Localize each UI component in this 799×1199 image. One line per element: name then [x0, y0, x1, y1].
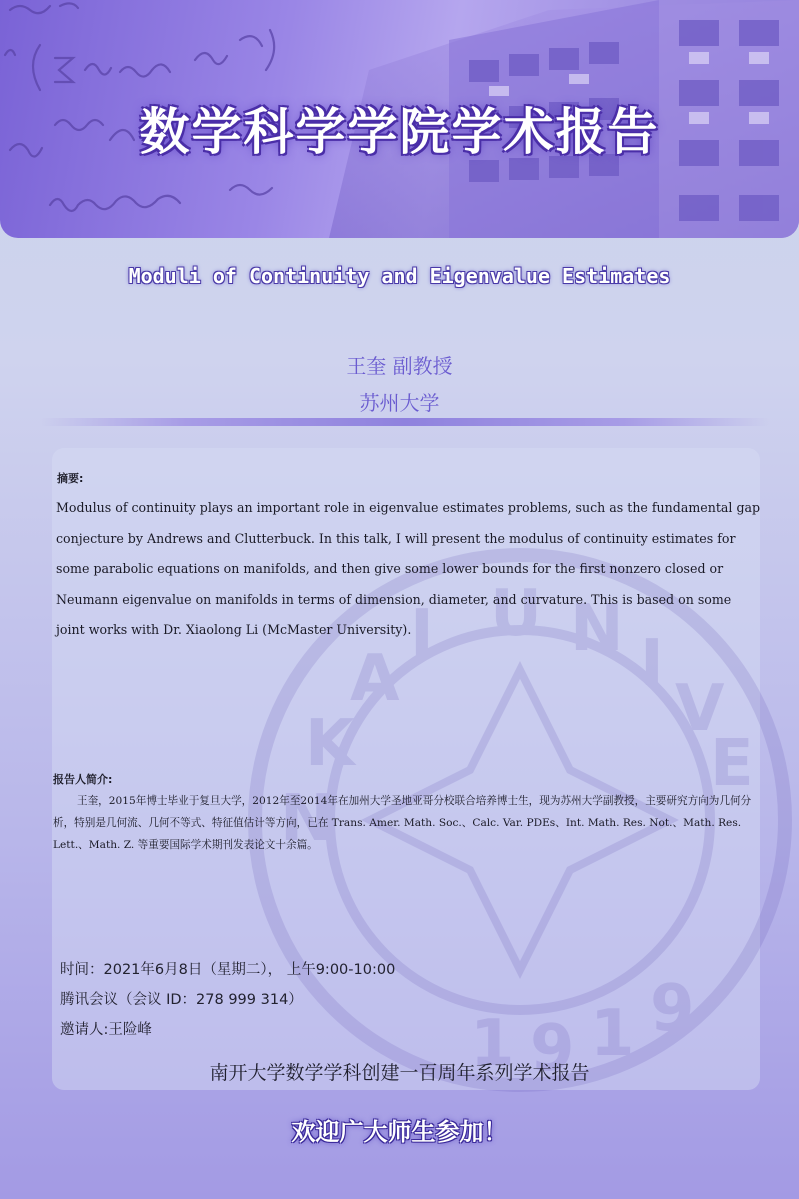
section-divider [40, 418, 770, 426]
svg-text:1: 1 [590, 997, 635, 1071]
speaker-name: 王奎 副教授 [346, 354, 453, 378]
speaker-affiliation: 苏州大学 [359, 391, 440, 415]
svg-text:9: 9 [530, 1012, 575, 1086]
inviter: 邀请人:王险峰 [60, 1022, 152, 1038]
abstract-text: Modulus of continuity plays an important role in eigenvalue estimates problems, such as the fundamental gap conjecture by Andrews and Clutterbuck. In this talk, I will present the modulus of continuity estimates for some parabolic equations on manifolds, and then give some lower bounds for the first nonzero closed or Neumann eigenvalue on manifolds in terms of dimension, diameter, and curvature. This is based on some joint works with Dr. Xiaolong Li (McMaster University). [56, 500, 761, 637]
welcome-banner: 欢迎广大师生参加！ [291, 1118, 508, 1146]
svg-text:N: N [570, 592, 624, 666]
page-title: 数学科学学院学术报告 [139, 103, 660, 161]
svg-text:U: U [490, 577, 542, 651]
svg-text:K: K [305, 707, 355, 781]
svg-text:E: E [710, 727, 754, 801]
svg-text:N: N [280, 782, 334, 856]
series-title: 南开大学数学学科创建一百周年系列学术报告 [209, 1062, 590, 1084]
bio-text: 王奎，2015年博士毕业于复旦大学，2012年至2014年在加州大学圣地亚哥分校联合培养博士生，现为苏州大学副教授，主要研究方向为几何分析，特别是几何流、几何不等式、特征值估计等方向，已在 Trans. Amer. Math. Soc.、Calc. Var. PDEs、Int. Math. Res. Not.、Math. Res. Lett.、Math. Z. 等重要国际学术期刊发表论文十余篇。 [53, 795, 752, 851]
abstract-label: 摘要: [57, 472, 84, 485]
meeting-info: 腾讯会议（会议 ID：278 999 314） [60, 992, 303, 1008]
svg-text:A: A [350, 642, 400, 716]
svg-text:I: I [640, 627, 664, 701]
bio-label: 报告人简介: [53, 773, 113, 786]
header-banner [0, 0, 799, 238]
svg-text:1: 1 [470, 1007, 515, 1081]
svg-text:I: I [410, 597, 434, 671]
svg-text:V: V [675, 672, 725, 746]
talk-title: Moduli of Continuity and Eigenvalue Estimates [128, 264, 671, 288]
svg-text:9: 9 [650, 972, 695, 1046]
talk-time: 时间：2021年6月8日（星期二）， 上午9:00-10:00 [60, 962, 396, 978]
